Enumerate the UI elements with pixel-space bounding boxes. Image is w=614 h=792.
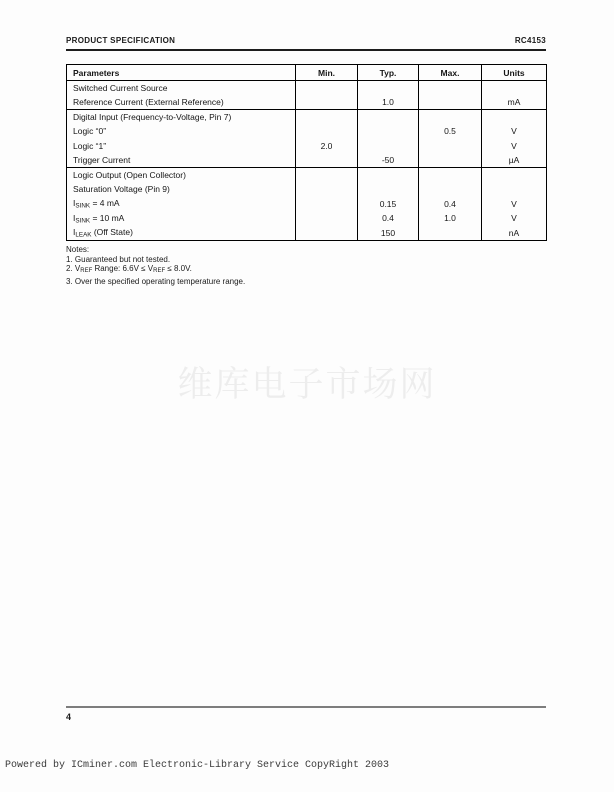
parameter-group: [67, 168, 547, 241]
max-cell: [419, 226, 482, 241]
col-header-typ: Typ.: [358, 65, 419, 81]
param-cell: [67, 153, 296, 168]
min-cell: [296, 110, 358, 125]
note-line: [66, 277, 245, 287]
notes-section: [66, 245, 245, 286]
units-cell: V: [482, 197, 547, 212]
param-cell: [67, 168, 296, 183]
min-cell: [296, 81, 358, 96]
units-cell: V: [482, 124, 547, 139]
table-row: [67, 226, 547, 241]
max-cell: 0.4: [419, 197, 482, 212]
text-segment: = 4 mA: [90, 198, 120, 208]
table-row: [67, 168, 547, 183]
max-cell: [419, 168, 482, 183]
min-cell: [296, 226, 358, 241]
min-cell: [296, 197, 358, 212]
units-cell: V: [482, 211, 547, 226]
spec-table-head: [67, 65, 547, 81]
text-segment: Logic “0”: [73, 126, 107, 137]
typ-cell: -50: [358, 153, 419, 168]
param-cell: [67, 197, 296, 212]
text-segment: 3. Over the specified operating temperature range.: [66, 276, 246, 286]
subscript-text: REF: [153, 268, 166, 275]
table-row: [67, 153, 547, 168]
min-cell: [296, 182, 358, 197]
min-cell: 2.0: [296, 139, 358, 154]
subscript-text: SINK: [75, 217, 91, 224]
typ-cell: [358, 139, 419, 154]
doc-type-label: PRODUCT SPECIFICATION: [66, 36, 176, 45]
max-cell: 0.5: [419, 124, 482, 139]
note-line: [66, 264, 245, 277]
footer-divider: [66, 706, 546, 708]
param-cell: [67, 182, 296, 197]
text-segment: ≤ 8.0V.: [165, 264, 192, 274]
col-header-max: Max.: [419, 65, 482, 81]
max-cell: [419, 153, 482, 168]
typ-cell: [358, 110, 419, 125]
units-cell: V: [482, 139, 547, 154]
subscript-text: LEAK: [75, 231, 92, 239]
text-segment: = 10 mA: [90, 212, 125, 223]
table-row: [67, 81, 547, 96]
typ-cell: 0.15: [358, 197, 419, 212]
spec-table: [66, 64, 547, 241]
text-segment: Switched Current Source: [73, 83, 168, 93]
text-segment: Range: 6.6V ≤ V: [92, 264, 154, 274]
typ-cell: 150: [358, 226, 419, 241]
units-cell: [482, 110, 547, 125]
param-cell: [67, 95, 296, 110]
units-cell: [482, 168, 547, 183]
table-row: [67, 95, 547, 110]
table-row: [67, 197, 547, 212]
units-cell: [482, 81, 547, 96]
typ-cell: [358, 124, 419, 139]
typ-cell: [358, 182, 419, 197]
page-number: 4: [66, 712, 72, 722]
typ-cell: 1.0: [358, 95, 419, 110]
param-cell: [67, 226, 296, 241]
notes-list: [66, 255, 245, 287]
header-row: [67, 65, 547, 81]
text-segment: Reference Current (External Reference): [73, 97, 224, 107]
watermark-text: 维库电子市场网: [177, 365, 437, 404]
page-header: [66, 36, 546, 51]
table-row: [67, 110, 547, 125]
text-segment: (Off State): [91, 226, 133, 237]
part-number: RC4153: [514, 36, 546, 45]
table-row: [67, 182, 547, 197]
min-cell: [296, 211, 358, 226]
text-segment: Digital Input (Frequency-to-Voltage, Pin 7): [73, 112, 232, 122]
units-cell: nA: [482, 226, 547, 241]
max-cell: 1.0: [419, 211, 482, 226]
typ-cell: [358, 168, 419, 183]
col-header-units: Units: [482, 65, 547, 81]
subscript-text: REF: [80, 268, 93, 275]
note-line: [66, 255, 245, 265]
min-cell: [296, 168, 358, 183]
param-cell: [67, 81, 296, 96]
units-cell: [482, 182, 547, 197]
min-cell: [296, 95, 358, 110]
text-segment: Logic Output (Open Collector): [73, 170, 186, 180]
text-segment: Saturation Voltage (Pin 9): [73, 184, 170, 195]
text-segment: 1. Guaranteed but not tested.: [66, 254, 171, 264]
min-cell: [296, 124, 358, 139]
text-segment: Logic “1”: [73, 140, 107, 151]
max-cell: [419, 139, 482, 154]
min-cell: [296, 153, 358, 168]
max-cell: [419, 81, 482, 96]
units-cell: mA: [482, 95, 547, 110]
table-row: [67, 139, 547, 154]
table-row: [67, 124, 547, 139]
param-cell: [67, 124, 296, 139]
units-cell: µA: [482, 153, 547, 168]
col-header-parameters: Parameters: [67, 65, 296, 81]
param-cell: [67, 139, 296, 154]
table-row: [67, 211, 547, 226]
text-segment: I: [73, 212, 76, 223]
text-segment: Trigger Current: [73, 155, 131, 165]
library-credit: Powered by ICminer.com Electronic-Library Service CopyRight 2003: [5, 760, 390, 771]
max-cell: [419, 110, 482, 125]
text-segment: I: [73, 226, 76, 237]
parameter-group: [67, 110, 547, 168]
subscript-text: SINK: [75, 202, 91, 210]
typ-cell: 0.4: [358, 211, 419, 226]
max-cell: [419, 182, 482, 197]
param-cell: [67, 110, 296, 125]
max-cell: [419, 95, 482, 110]
text-segment: 2. V: [66, 264, 81, 274]
text-segment: I: [73, 198, 76, 208]
notes-title: Notes:: [66, 245, 90, 254]
typ-cell: [358, 81, 419, 96]
parameter-group: [67, 81, 547, 110]
param-cell: [67, 211, 296, 226]
col-header-min: Min.: [296, 65, 358, 81]
